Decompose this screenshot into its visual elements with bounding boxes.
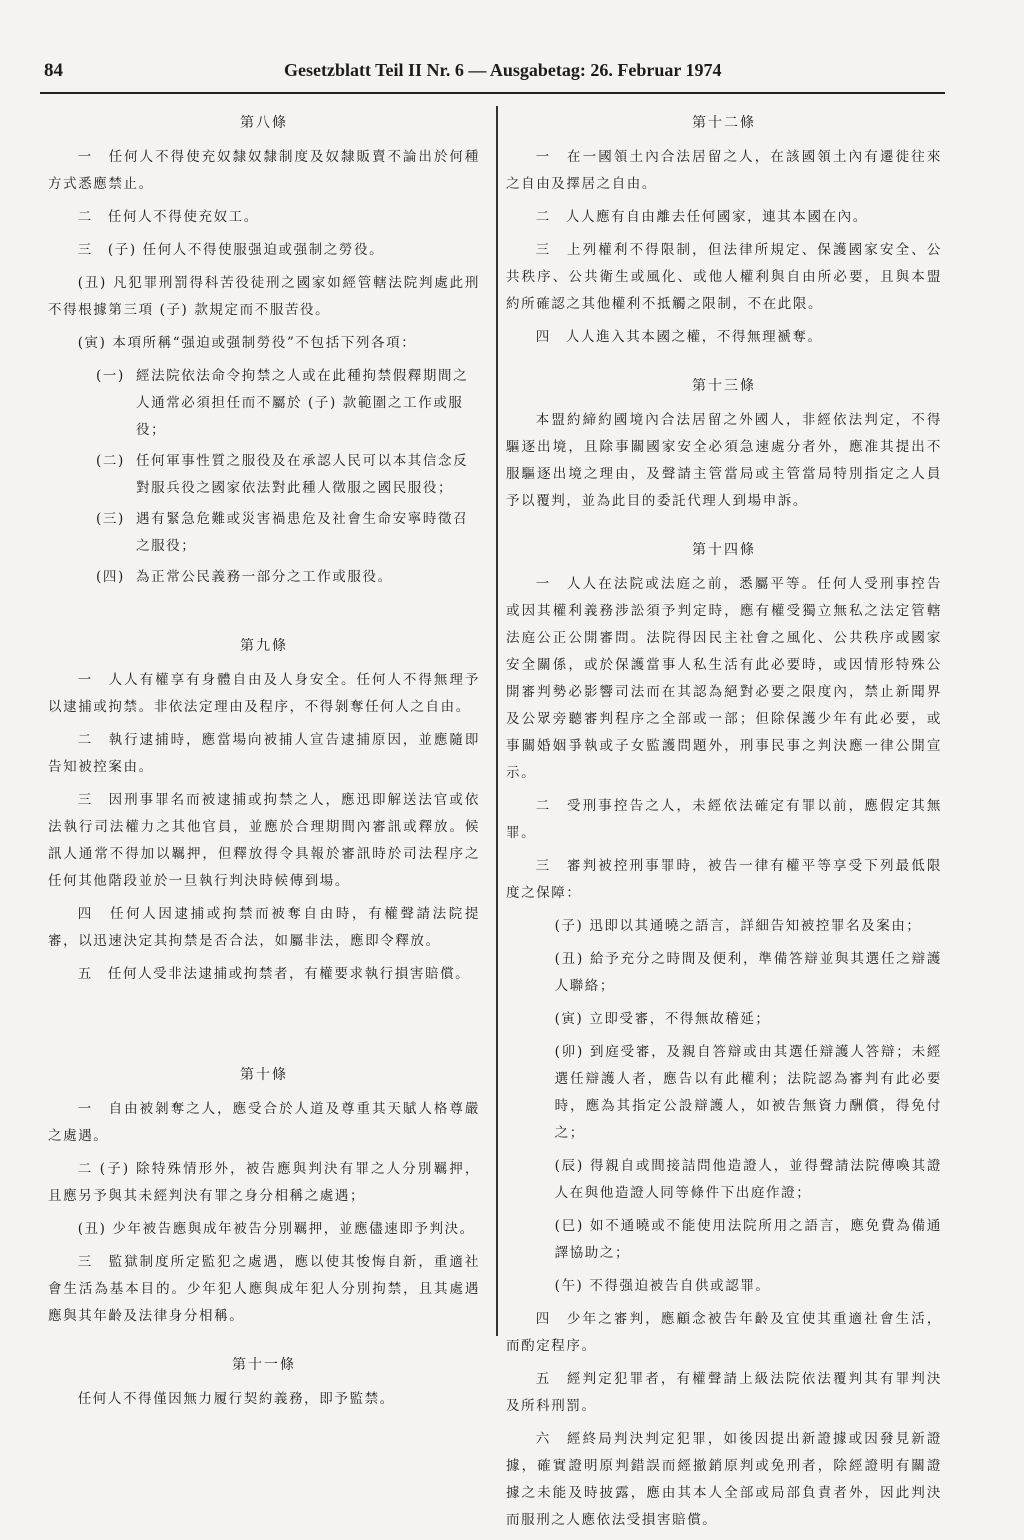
paragraph: 本盟約締約國境內合法居留之外國人，非經依法判定，不得驅逐出境，且除事關國家安全必須急速處分者外，應准其提出不服驅逐出境之理由，及聲請主管當局或主管當局特別指定之人員予以覆判，並為此目的委託代理人到場申訴。	[506, 412, 942, 509]
article-heading: 第十三條	[692, 378, 756, 394]
paragraph: (丑) 凡犯罪刑罰得科苦役徒刑之國家如經管轄法院判處此刑不得根據第三項 (子) 款規定而不服苦役。	[48, 275, 480, 318]
list-item: (一) 經法院依法命令拘禁之人或在此種拘禁假釋期間之人通常必須担任而不屬於 (子) 款範圍之工作或服役；	[96, 368, 469, 438]
article-9	[48, 635, 480, 988]
paragraph: 二 執行逮捕時，應當場向被捕人宣告逮捕原因，並應隨即告知被控案由。	[48, 732, 480, 775]
subparagraph: (辰) 得親自或間接詰問他造證人，並得聲請法院傳喚其證人在與他造證人同等條件下出庭作證；	[554, 1158, 942, 1201]
paragraph: 一 任何人不得使充奴隸奴隸制度及奴隸販賣不論出於何種方式悉應禁止。	[48, 149, 480, 192]
paragraph: 四 少年之審判，應顧念被告年齡及宜使其重適社會生活，而酌定程序。	[506, 1311, 942, 1354]
paragraph: 任何人不得僅因無力履行契約義務，即予監禁。	[77, 1391, 395, 1407]
article-12	[506, 112, 942, 351]
list-item: (三) 遇有緊急危難或災害禍患危及社會生命安寧時徵召之服役；	[96, 511, 469, 554]
subparagraph: (巳) 如不通曉或不能使用法院所用之語言，應免費為備通譯協助之；	[554, 1218, 942, 1261]
article-heading: 第九條	[240, 638, 288, 654]
subparagraph: (子) 迅即以其通曉之語言，詳細告知被控罪名及案由；	[554, 918, 922, 934]
article-13	[506, 375, 942, 515]
paragraph: (寅) 本項所稱“强迫或强制勞役”不包括下列各項：	[77, 335, 417, 351]
paragraph: 三 因刑事罪名而被逮捕或拘禁之人，應迅即解送法官或依法執行司法權力之其他官員，並應於合理期間內審訊或釋放。候訊人通常不得加以羈押，但釋放得令具報於審訊時於司法程序之任何其他階段並於一旦執行判決時候傳到場。	[48, 792, 480, 889]
paragraph: (丑) 少年被告應與成年被告分別羈押，並應儘速即予判決。	[77, 1221, 475, 1237]
subparagraph: (丑) 給予充分之時間及便利，準備答辯並與其選任之辯護人聯絡；	[554, 951, 942, 994]
paragraph: 二 受刑事控告之人，未經依法確定有罪以前，應假定其無罪。	[506, 798, 942, 841]
paragraph: 五 任何人受非法逮捕或拘禁者，有權要求執行損害賠償。	[77, 966, 471, 982]
article-8	[48, 112, 480, 591]
subparagraph: (午) 不得强迫被告自供或認罪。	[554, 1278, 771, 1294]
article-heading: 第十一條	[232, 1357, 296, 1373]
list-item: (二) 任何軍事性質之服役及在承認人民可以本其信念反對服兵役之國家依法對此種人徵服之國民服役；	[96, 453, 469, 496]
article-heading: 第八條	[240, 115, 288, 131]
paragraph: 三 (子) 任何人不得使服强迫或强制之勞役。	[77, 242, 385, 258]
paragraph: 三 監獄制度所定監犯之處遇，應以使其悛悔自新，重適社會生活為基本目的。少年犯人應與成年犯人分別拘禁，且其處遇應與其年齡及法律身分相稱。	[48, 1254, 480, 1324]
column-divider	[496, 106, 498, 1336]
right-column	[506, 112, 942, 1540]
paragraph: 一 自由被剝奪之人，應受合於人道及尊重其天賦人格尊嚴之處遇。	[48, 1101, 480, 1144]
header-rule	[40, 92, 945, 94]
paragraph: 一 在一國領土內合法居留之人，在該國領土內有遷徙往來之自由及擇居之自由。	[506, 149, 942, 192]
subparagraph: (卯) 到庭受審，及親自答辯或由其選任辯護人答辯；未經選任辯護人者，應告以有此權利；法院認為審判有此必要時，應為其指定公設辯護人，如被告無資力酬償，得免付之；	[554, 1044, 942, 1141]
article-heading: 第十四條	[692, 542, 756, 558]
gazette-title: Gesetzblatt Teil II Nr. 6 — Ausgabetag: 26. Februar 1974	[284, 60, 722, 80]
article-heading: 第十條	[240, 1067, 288, 1083]
subparagraph: (寅) 立即受審，不得無故稽延；	[554, 1011, 771, 1027]
paragraph: 六 經終局判決判定犯罪，如後因提出新證據或因發見新證據，確實證明原判錯誤而經撤銷原判或免刑者，除經證明有關證據之未能及時披露，應由其本人全部或局部負責者外，因此判決而服刑之人應依法受損害賠償。	[506, 1431, 942, 1528]
paragraph: 二 人人應有自由離去任何國家，連其本國在內。	[535, 209, 868, 225]
paragraph: 四 人人進入其本國之權，不得無理褫奪。	[535, 329, 823, 345]
article-14	[506, 539, 942, 1534]
page-number: 84	[44, 60, 63, 81]
article-10	[48, 1064, 480, 1330]
paragraph: 三 上列權利不得限制，但法律所規定、保護國家安全、公共秩序、公共衛生或風化、或他人權利與自由所必要，且與本盟約所確認之其他權利不抵觸之限制，不在此限。	[506, 242, 942, 312]
paragraph: 五 經判定犯罪者，有權聲請上級法院依法覆判其有罪判決及所科刑罰。	[506, 1371, 942, 1414]
article-11	[48, 1354, 480, 1413]
paragraph: 四 任何人因逮捕或拘禁而被奪自由時，有權聲請法院提審，以迅速決定其拘禁是否合法，如屬非法，應即令釋放。	[48, 906, 480, 949]
paragraph: 三 審判被控刑事罪時，被告一律有權平等享受下列最低限度之保障：	[506, 858, 942, 901]
article-heading: 第十二條	[692, 115, 756, 131]
left-column	[48, 112, 480, 1419]
paragraph: 一 人人在法院或法庭之前，悉屬平等。任何人受刑事控告或因其權利義務涉訟須予判定時，應有權受獨立無私之法定管轄法庭公正公開審問。法院得因民主社會之風化、公共秩序或國家安全關係，或於保護當事人私生活有此必要時，或因情形特殊公開審判勢必影響司法而在其認為絕對必要之限度內，禁止新聞界及公眾旁聽審判程序之全部或一部；但除保護少年有此必要，或事關婚姻爭執或子女監護問題外，刑事民事之判決應一律公開宣示。	[506, 576, 942, 781]
paragraph: 一 人人有權享有身體自由及人身安全。任何人不得無理予以逮捕或拘禁。非依法定理由及程序，不得剝奪任何人之自由。	[48, 672, 480, 715]
paragraph: 二 (子) 除特殊情形外，被告應與判決有罪之人分別羈押，且應另予與其未經判決有罪之身分相稱之處遇；	[48, 1161, 480, 1204]
page-header	[40, 60, 945, 90]
list-item: (四) 為正常公民義務一部分之工作或服役。	[96, 569, 393, 585]
paragraph: 二 任何人不得使充奴工。	[77, 209, 259, 225]
